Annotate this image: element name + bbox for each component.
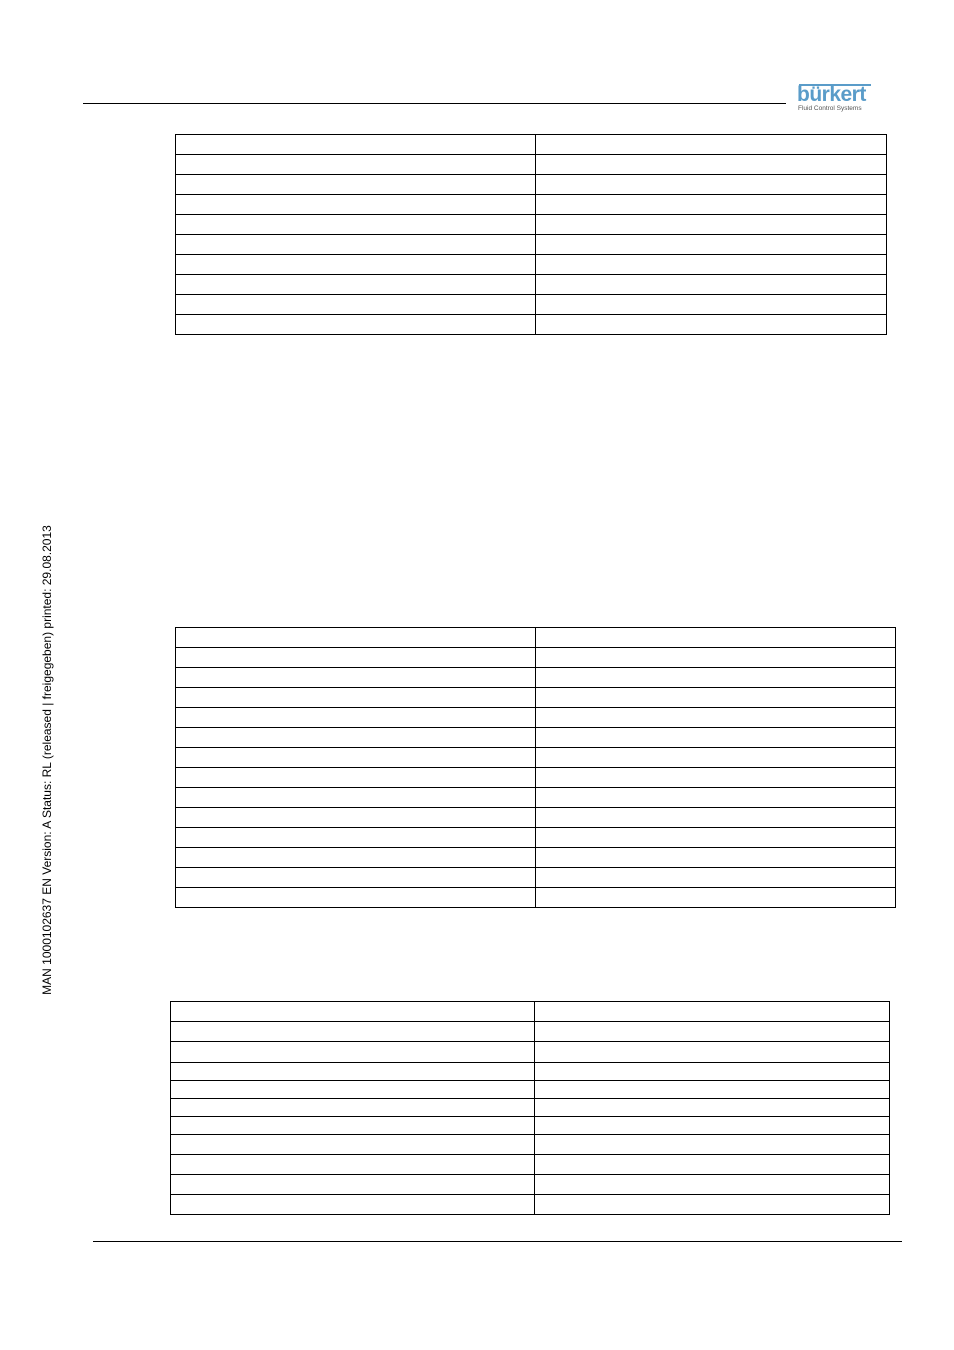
- table-cell: [176, 315, 536, 335]
- table-cell: [535, 1063, 890, 1081]
- table-row: [176, 728, 896, 748]
- table-row: [176, 175, 887, 195]
- table-cell: [176, 708, 536, 728]
- logo-tagline: Fluid Control Systems: [798, 105, 862, 112]
- table-cell: [536, 628, 896, 648]
- table-row: [176, 215, 887, 235]
- table-cell: [176, 828, 536, 848]
- table-cell: [176, 295, 536, 315]
- table-row: [176, 808, 896, 828]
- table-cell: [176, 275, 536, 295]
- table-cell: [536, 888, 896, 908]
- table-cell: [536, 768, 896, 788]
- table-cell: [536, 255, 887, 275]
- table-cell: [536, 808, 896, 828]
- table-cell: [176, 748, 536, 768]
- table-row: [176, 155, 887, 175]
- table-row: [176, 828, 896, 848]
- table-cell: [535, 1042, 890, 1063]
- table-cell: [176, 235, 536, 255]
- table-1: [175, 134, 887, 335]
- table-cell: [535, 1175, 890, 1195]
- table-cell: [536, 295, 887, 315]
- table-row: [176, 888, 896, 908]
- table-cell: [176, 728, 536, 748]
- table-row: [176, 648, 896, 668]
- table-cell: [536, 215, 887, 235]
- table-cell: [536, 155, 887, 175]
- table-cell: [536, 848, 896, 868]
- table-row: [171, 1135, 890, 1155]
- table-cell: [176, 868, 536, 888]
- table-cell: [536, 828, 896, 848]
- table-cell: [171, 1155, 535, 1175]
- table-row: [171, 1195, 890, 1215]
- table-cell: [536, 315, 887, 335]
- table-cell: [536, 175, 887, 195]
- table-cell: [536, 135, 887, 155]
- table-cell: [171, 1135, 535, 1155]
- table-2: [175, 627, 896, 908]
- table-row: [171, 1175, 890, 1195]
- table-row: [171, 1042, 890, 1063]
- table-cell: [535, 1022, 890, 1042]
- table-3: [170, 1001, 890, 1215]
- table-cell: [171, 1081, 535, 1099]
- table-cell: [535, 1117, 890, 1135]
- table-row: [176, 868, 896, 888]
- footer-rule: [93, 1241, 902, 1242]
- table-row: [176, 255, 887, 275]
- table-cell: [176, 175, 536, 195]
- table-row: [176, 848, 896, 868]
- table-row: [176, 135, 887, 155]
- table-row: [171, 1063, 890, 1081]
- table-row: [171, 1022, 890, 1042]
- table-cell: [171, 1117, 535, 1135]
- table-cell: [536, 688, 896, 708]
- table-cell: [536, 868, 896, 888]
- table-cell: [535, 1099, 890, 1117]
- table-cell: [176, 195, 536, 215]
- table-cell: [535, 1002, 890, 1022]
- logo-wordmark: bürkert: [797, 83, 866, 106]
- table-row: [176, 628, 896, 648]
- table-cell: [535, 1081, 890, 1099]
- burkert-logo: [797, 84, 875, 114]
- table-cell: [176, 648, 536, 668]
- table-cell: [171, 1195, 535, 1215]
- table-cell: [176, 215, 536, 235]
- table-cell: [536, 748, 896, 768]
- table-row: [171, 1002, 890, 1022]
- table-row: [176, 195, 887, 215]
- table-cell: [176, 688, 536, 708]
- table-cell: [176, 808, 536, 828]
- table-row: [176, 235, 887, 255]
- table-cell: [536, 195, 887, 215]
- table-cell: [536, 708, 896, 728]
- table-cell: [535, 1155, 890, 1175]
- table-cell: [171, 1042, 535, 1063]
- table-row: [176, 708, 896, 728]
- table-row: [176, 668, 896, 688]
- table-cell: [536, 728, 896, 748]
- table-cell: [176, 888, 536, 908]
- table-row: [176, 315, 887, 335]
- table-cell: [176, 668, 536, 688]
- table-cell: [536, 788, 896, 808]
- table-cell: [535, 1195, 890, 1215]
- table-row: [171, 1117, 890, 1135]
- table-cell: [176, 788, 536, 808]
- table-row: [176, 748, 896, 768]
- table-cell: [171, 1022, 535, 1042]
- table-cell: [176, 255, 536, 275]
- table-cell: [536, 648, 896, 668]
- table-row: [176, 275, 887, 295]
- table-cell: [176, 768, 536, 788]
- table-cell: [536, 235, 887, 255]
- table-row: [171, 1155, 890, 1175]
- table-cell: [176, 135, 536, 155]
- table-cell: [176, 155, 536, 175]
- table-cell: [171, 1099, 535, 1117]
- table-row: [171, 1081, 890, 1099]
- header-rule: [83, 103, 786, 104]
- table-cell: [536, 275, 887, 295]
- table-row: [171, 1099, 890, 1117]
- table-row: [176, 295, 887, 315]
- table-row: [176, 688, 896, 708]
- table-cell: [535, 1135, 890, 1155]
- table-row: [176, 788, 896, 808]
- table-row: [176, 768, 896, 788]
- table-cell: [171, 1175, 535, 1195]
- table-cell: [171, 1002, 535, 1022]
- table-cell: [171, 1063, 535, 1081]
- table-cell: [536, 668, 896, 688]
- table-cell: [176, 848, 536, 868]
- table-cell: [176, 628, 536, 648]
- document-status-note: MAN 1000102637 EN Version: A Status: RL (released | freigegeben) printed: 29.08.2013: [40, 525, 54, 995]
